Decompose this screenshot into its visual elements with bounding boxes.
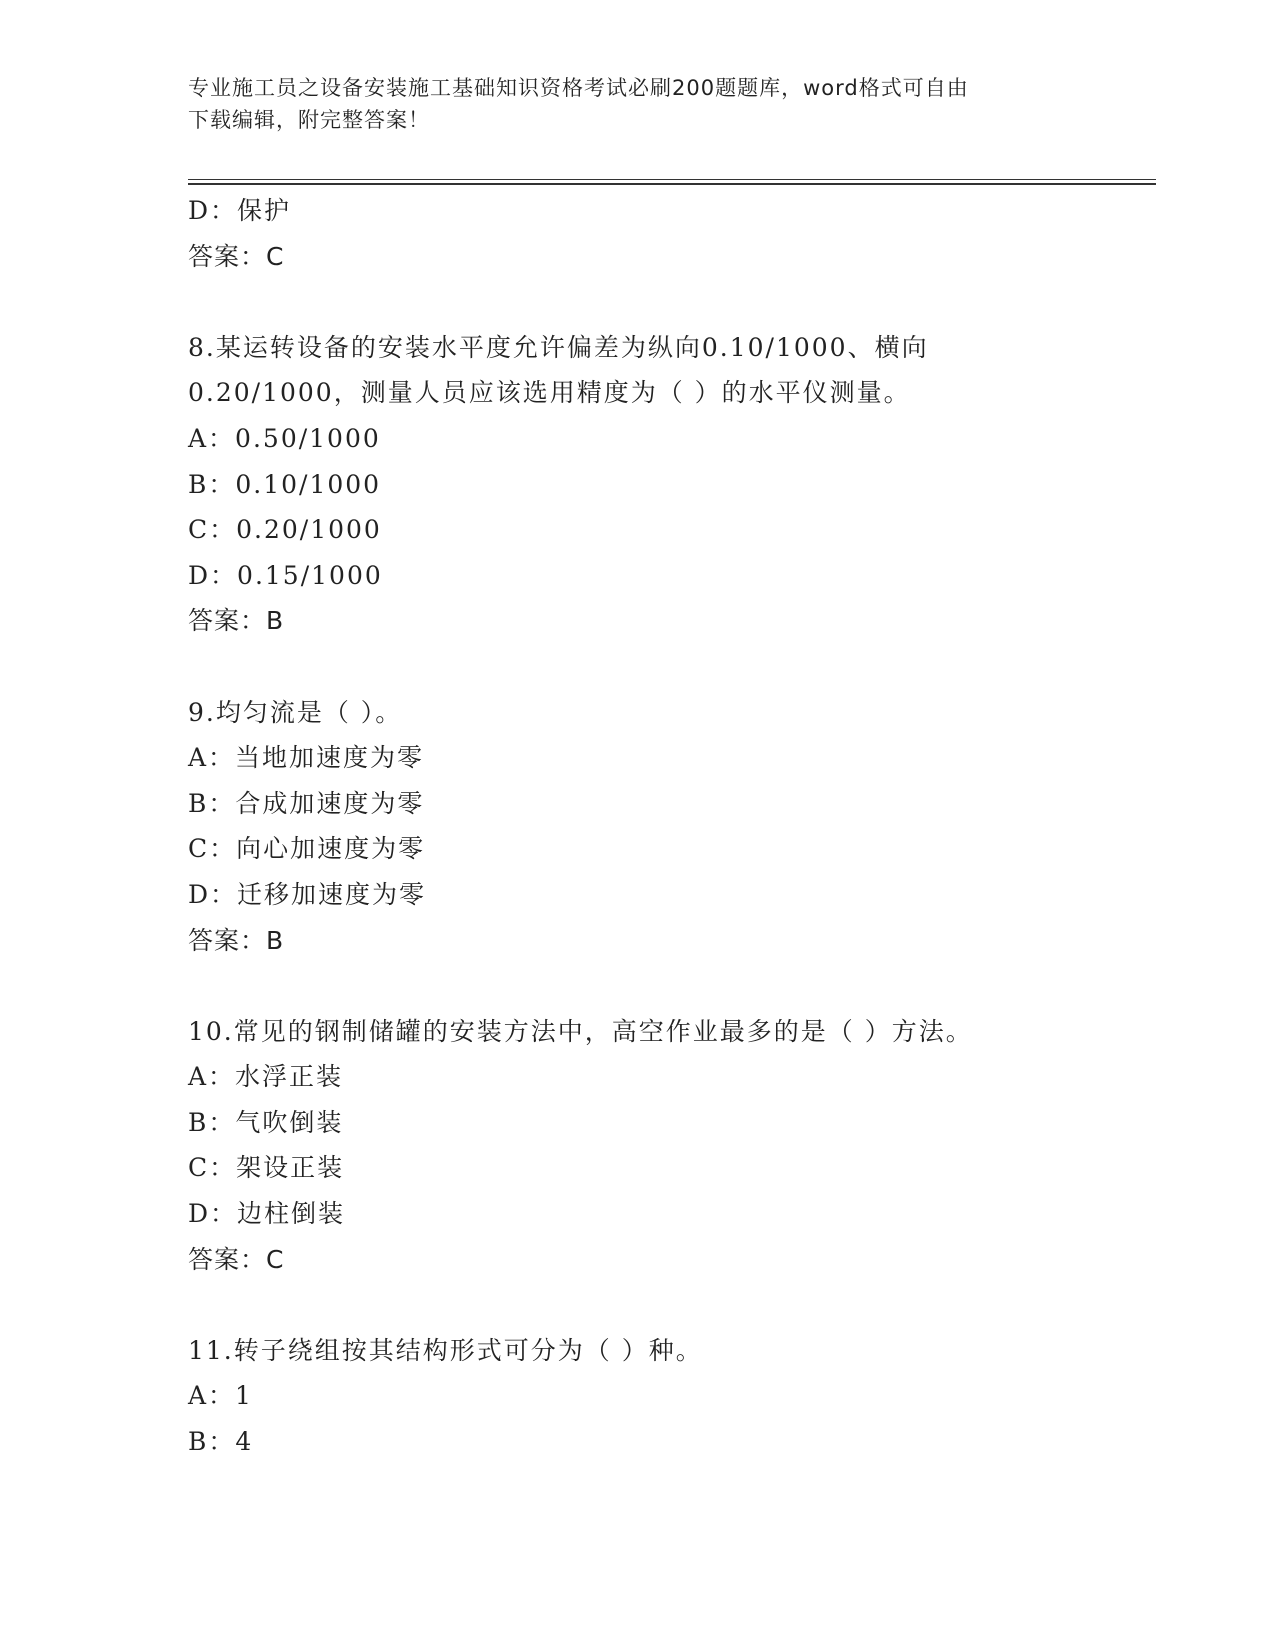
header-line-1: 专业施工员之设备安装施工基础知识资格考试必刷200题题库，word格式可自由: [188, 76, 969, 100]
q8-option-d: D：0.15/1000: [188, 560, 383, 590]
q8-stem-line-1: 8.某运转设备的安装水平度允许偏差为纵向0.10/1000、横向: [188, 332, 929, 362]
q9-option-c: C：向心加速度为零: [188, 834, 426, 864]
q10-option-b: B：气吹倒装: [188, 1107, 344, 1137]
spacer: [188, 644, 1156, 690]
spacer: [188, 963, 1156, 1009]
q8-option-c: C：0.20/1000: [188, 515, 382, 545]
q11-stem: 11.转子绕组按其结构形式可分为（ ）种。: [188, 1335, 703, 1365]
q9-stem: 9.均匀流是（ ）。: [188, 697, 403, 727]
document-header: [188, 72, 1068, 136]
spacer: [188, 1282, 1156, 1328]
q10-option-a: A：水浮正装: [188, 1062, 344, 1092]
header-rule-thick: [188, 183, 1156, 185]
q8-option-a: A：0.50/1000: [188, 423, 381, 453]
spacer: [188, 279, 1156, 325]
q9-answer: 答案：B: [188, 925, 285, 955]
q8-option-b: B：0.10/1000: [188, 469, 382, 499]
prev-option-d: D：保护: [188, 196, 292, 225]
prev-answer: 答案：C: [188, 241, 285, 271]
q8-stem-line-2: 0.20/1000，测量人员应该选用精度为（ ）的水平仪测量。: [188, 378, 911, 408]
q9-option-d: D：迁移加速度为零: [188, 879, 427, 909]
q10-option-c: C：架设正装: [188, 1153, 345, 1183]
q11-option-a: A：1: [188, 1381, 253, 1411]
header-rule-thin: [188, 179, 1156, 180]
q9-option-a: A：当地加速度为零: [188, 743, 425, 773]
q10-stem: 10.常见的钢制储罐的安装方法中，高空作业最多的是（ ）方法。: [188, 1016, 973, 1046]
q11-option-b: B：4: [188, 1427, 254, 1457]
q10-answer: 答案：C: [188, 1244, 285, 1274]
question-list: [188, 188, 1156, 1465]
header-line-2: 下载编辑，附完整答案！: [188, 108, 430, 132]
q9-option-b: B：合成加速度为零: [188, 788, 425, 818]
q8-answer: 答案：B: [188, 606, 285, 636]
q10-option-d: D：边柱倒装: [188, 1199, 346, 1229]
